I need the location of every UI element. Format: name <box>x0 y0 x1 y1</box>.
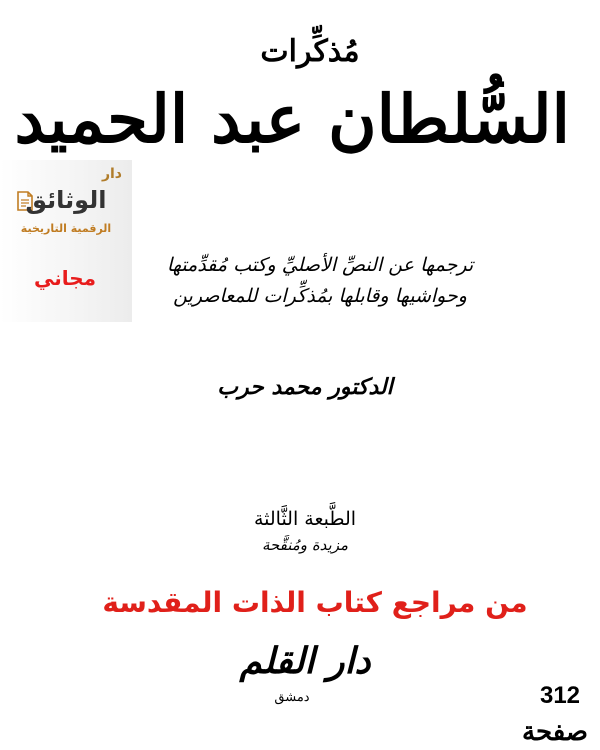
book-title: السُّلطان عبد الحميد <box>14 80 570 158</box>
book-subtitle: مُذكِّرات <box>260 34 360 69</box>
publisher-name: دار القلم <box>239 640 371 682</box>
publisher-city: دمشق <box>274 690 310 705</box>
reference-note: من مراجع كتاب الذات المقدسة <box>102 586 528 619</box>
edition-note: مزيدة ومُنقَّحة <box>261 536 349 554</box>
edition-label: الطَّبعة الثَّالثة <box>253 508 357 530</box>
page-count-label: صفحة <box>522 716 588 746</box>
watermark-badge <box>0 160 132 322</box>
badge-subtitle: الرقمية التاريخية <box>20 222 112 235</box>
badge-dar-text: دار <box>101 166 122 182</box>
book-description-line-1: ترجمها عن النصِّ الأصليِّ وكتب مُقدِّمتها <box>166 254 474 276</box>
free-label: مجاني <box>33 266 97 290</box>
book-author: الدكتور محمد حرب <box>217 374 393 400</box>
book-description-line-2: وحواشيها وقابلها بمُذكِّرات للمعاصرين <box>173 285 467 307</box>
badge-name: الوثائق <box>25 186 107 214</box>
page-count: 312 <box>539 682 581 709</box>
